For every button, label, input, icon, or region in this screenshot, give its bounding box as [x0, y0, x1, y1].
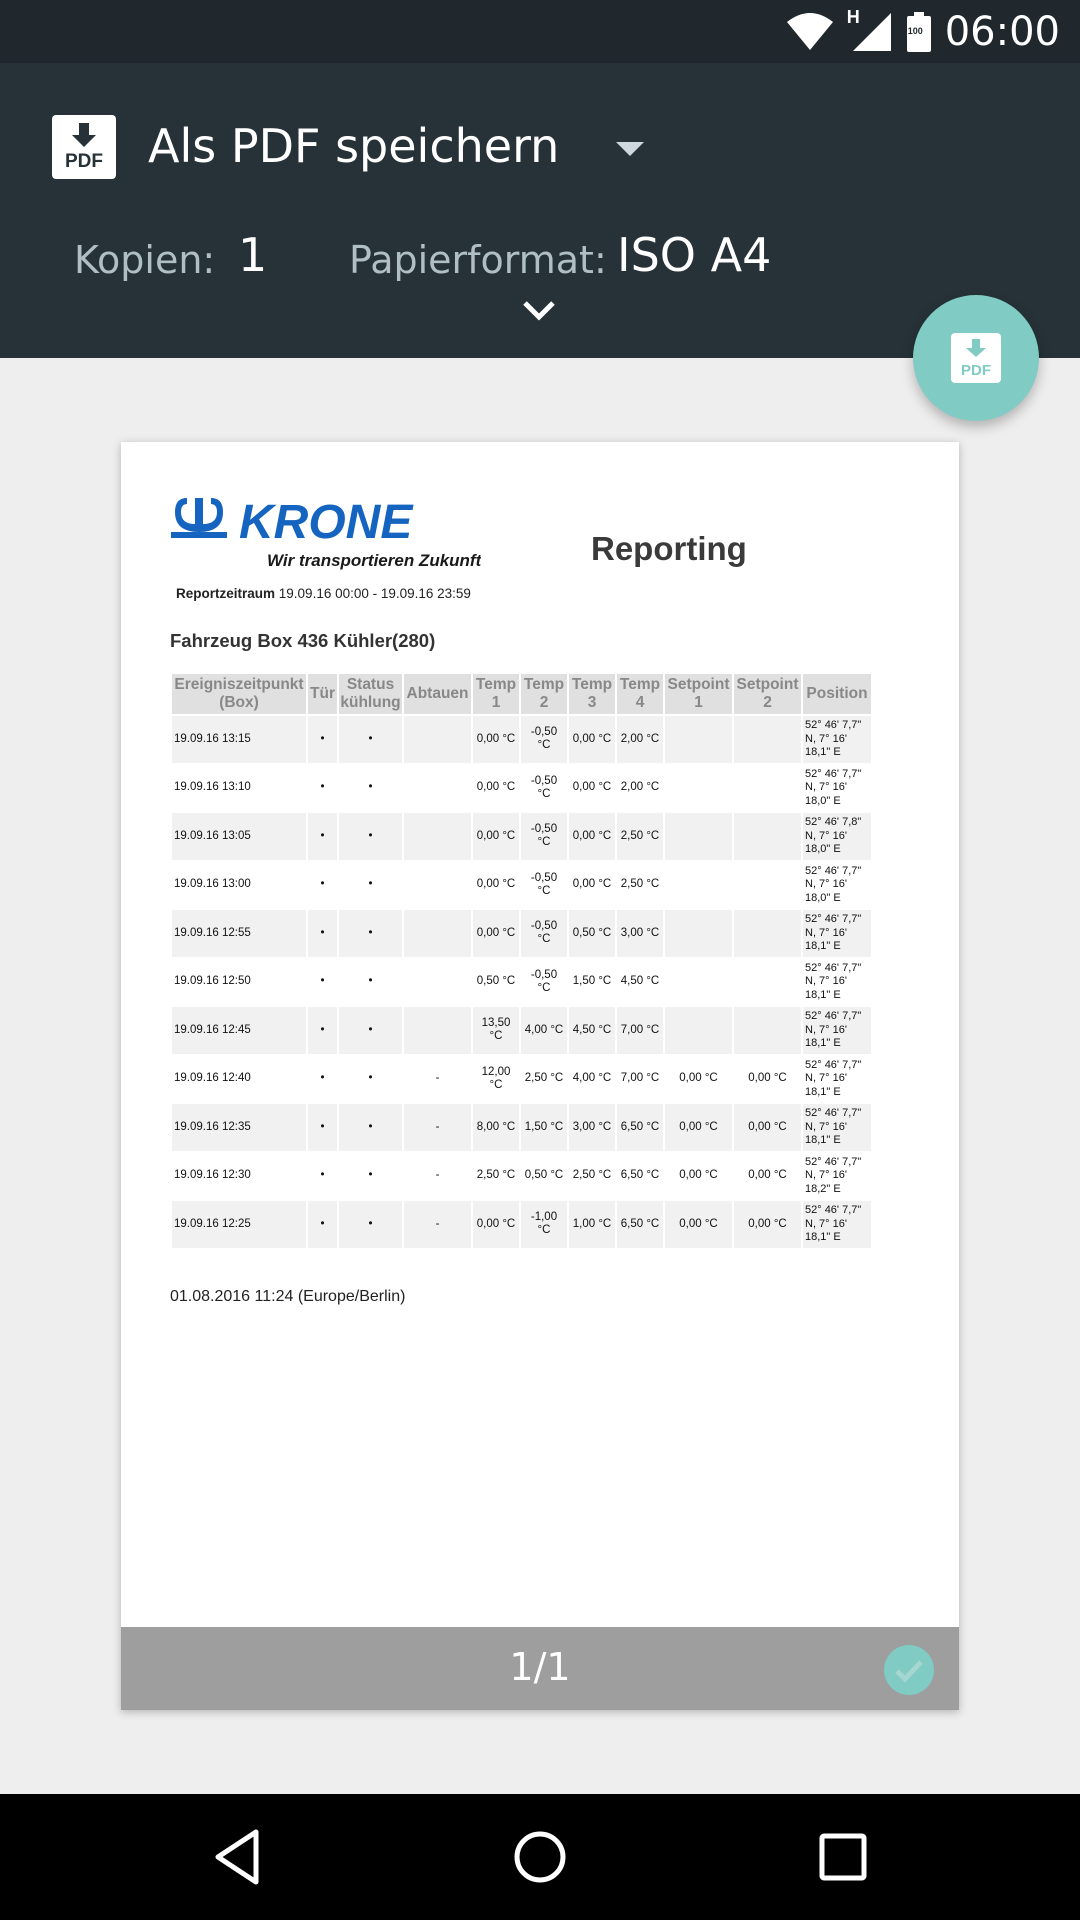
table-cell: 19.09.16 13:00	[172, 862, 306, 909]
page-footer	[121, 1627, 959, 1710]
network-type-label: H	[846, 7, 860, 27]
dropdown-arrow-icon[interactable]	[616, 142, 644, 156]
table-cell: 52° 46' 7,7" N, 7° 16' 18,1" E	[803, 1104, 871, 1151]
report-period	[176, 586, 471, 601]
table-cell: -0,50 °C	[521, 862, 567, 909]
col-header: Temp 4	[617, 674, 663, 714]
table-cell: 0,00 °C	[734, 1153, 801, 1200]
table-cell: 0,00 °C	[473, 1201, 519, 1248]
col-header: Temp 1	[473, 674, 519, 714]
table-cell: •	[339, 1201, 402, 1248]
table-cell: •	[308, 813, 337, 860]
table-cell: •	[339, 959, 402, 1006]
table-cell: 19.09.16 13:10	[172, 765, 306, 812]
table-cell: •	[339, 1056, 402, 1103]
svg-text:Wir transportieren Zukunft: Wir transportieren Zukunft	[267, 551, 481, 570]
table-cell: -0,50 °C	[521, 813, 567, 860]
paper-size-label: Papierformat:	[349, 238, 607, 282]
table-cell: 2,50 °C	[569, 1153, 615, 1200]
table-cell: -0,50 °C	[521, 716, 567, 763]
table-cell: 2,50 °C	[521, 1056, 567, 1103]
table-cell: •	[308, 765, 337, 812]
wifi-icon	[785, 12, 835, 52]
table-row	[172, 910, 871, 957]
table-cell: 0,00 °C	[473, 910, 519, 957]
svg-text:KRONE: KRONE	[239, 496, 413, 549]
table-cell: 0,00 °C	[473, 862, 519, 909]
table-cell: 12,00 °C	[473, 1056, 519, 1103]
table-cell: •	[339, 716, 402, 763]
battery-icon	[907, 12, 931, 52]
table-cell: -	[404, 1056, 471, 1103]
table-row	[172, 813, 871, 860]
table-cell: 19.09.16 13:05	[172, 813, 306, 860]
col-header: Abtauen	[404, 674, 471, 714]
table-cell	[665, 716, 732, 763]
back-triangle-icon[interactable]	[206, 1824, 272, 1890]
table-cell: 0,50 °C	[473, 959, 519, 1006]
vehicle-title: Fahrzeug Box 436 Kühler(280)	[170, 630, 436, 651]
col-header: Ereigniszeitpunkt (Box)	[172, 674, 306, 714]
save-pdf-button[interactable]	[913, 295, 1039, 421]
table-cell: •	[339, 862, 402, 909]
table-cell: 52° 46' 7,7" N, 7° 16' 18,1" E	[803, 1201, 871, 1248]
table-cell: 0,00 °C	[665, 1104, 732, 1151]
table-cell: •	[308, 862, 337, 909]
table-cell	[404, 765, 471, 812]
report-period-value: 19.09.16 00:00 - 19.09.16 23:59	[278, 586, 471, 601]
svg-text:PDF: PDF	[961, 362, 991, 379]
table-cell	[734, 1007, 801, 1054]
table-cell: 0,50 °C	[521, 1153, 567, 1200]
table-cell: 52° 46' 7,7" N, 7° 16' 18,1" E	[803, 716, 871, 763]
table-cell: 0,00 °C	[665, 1201, 732, 1248]
table-row	[172, 765, 871, 812]
printer-selector[interactable]: Als PDF speichern	[148, 119, 560, 173]
table-cell: 19.09.16 12:30	[172, 1153, 306, 1200]
table-row	[172, 716, 871, 763]
table-cell	[404, 813, 471, 860]
table-cell: •	[339, 1153, 402, 1200]
table-cell: 0,00 °C	[569, 813, 615, 860]
table-row	[172, 1201, 871, 1248]
table-header-row	[172, 674, 871, 714]
page-preview[interactable]	[121, 442, 959, 1710]
copies-input[interactable]: 1	[238, 228, 268, 282]
table-row	[172, 1153, 871, 1200]
report-period-label: Reportzeitraum	[176, 586, 276, 601]
table-cell: 52° 46' 7,8" N, 7° 16' 18,0" E	[803, 813, 871, 860]
table-cell: 0,00 °C	[734, 1201, 801, 1248]
table-cell: -	[404, 1201, 471, 1248]
table-cell: 0,00 °C	[473, 765, 519, 812]
table-cell: 52° 46' 7,7" N, 7° 16' 18,2" E	[803, 1153, 871, 1200]
table-cell: 52° 46' 7,7" N, 7° 16' 18,1" E	[803, 1007, 871, 1054]
table-cell: 6,50 °C	[617, 1104, 663, 1151]
pdf-icon	[52, 115, 116, 179]
table-row	[172, 1104, 871, 1151]
table-cell	[665, 1007, 732, 1054]
table-cell: 13,50 °C	[473, 1007, 519, 1054]
table-cell	[734, 959, 801, 1006]
table-cell: -0,50 °C	[521, 959, 567, 1006]
table-cell: 4,00 °C	[521, 1007, 567, 1054]
table-cell: 19.09.16 12:55	[172, 910, 306, 957]
table-cell: 1,00 °C	[569, 1201, 615, 1248]
table-cell: 19.09.16 12:35	[172, 1104, 306, 1151]
table-cell	[665, 959, 732, 1006]
table-cell: •	[308, 910, 337, 957]
table-cell	[404, 716, 471, 763]
table-cell	[404, 1007, 471, 1054]
table-cell: 1,50 °C	[569, 959, 615, 1006]
table-cell	[734, 813, 801, 860]
table-cell: 52° 46' 7,7" N, 7° 16' 18,0" E	[803, 862, 871, 909]
table-cell: 0,00 °C	[569, 862, 615, 909]
table-cell	[404, 910, 471, 957]
table-cell: 0,50 °C	[569, 910, 615, 957]
table-cell: •	[308, 959, 337, 1006]
table-cell: 0,00 °C	[734, 1056, 801, 1103]
table-cell: •	[308, 1153, 337, 1200]
col-header: Setpoint 2	[734, 674, 801, 714]
table-cell	[734, 716, 801, 763]
col-header: Setpoint 1	[665, 674, 732, 714]
table-cell: •	[308, 1201, 337, 1248]
table-cell: 0,00 °C	[665, 1056, 732, 1103]
table-cell: •	[308, 1104, 337, 1151]
table-cell: 2,50 °C	[473, 1153, 519, 1200]
table-cell: -1,00 °C	[521, 1201, 567, 1248]
table-cell: 6,50 °C	[617, 1201, 663, 1248]
navigation-bar	[0, 1794, 1080, 1920]
col-header: Position	[803, 674, 871, 714]
table-cell: 2,50 °C	[617, 862, 663, 909]
table-cell: 2,00 °C	[617, 765, 663, 812]
krone-logo	[171, 494, 481, 574]
table-cell: 19.09.16 12:25	[172, 1201, 306, 1248]
table-cell: 6,50 °C	[617, 1153, 663, 1200]
table-cell: 0,00 °C	[665, 1153, 732, 1200]
cell-signal-icon	[846, 7, 893, 53]
table-cell: 19.09.16 12:50	[172, 959, 306, 1006]
col-header: Status kühlung	[339, 674, 402, 714]
table-cell: 8,00 °C	[473, 1104, 519, 1151]
table-cell: 4,00 °C	[569, 1056, 615, 1103]
report-table	[170, 672, 873, 1250]
check-circle-icon[interactable]	[884, 1645, 934, 1695]
generated-timestamp: 01.08.2016 11:24 (Europe/Berlin)	[170, 1288, 406, 1305]
table-cell	[665, 910, 732, 957]
table-cell	[404, 959, 471, 1006]
table-cell: 19.09.16 12:40	[172, 1056, 306, 1103]
recents-square-icon[interactable]	[810, 1824, 876, 1890]
status-bar	[0, 0, 1080, 63]
home-circle-icon[interactable]	[507, 1824, 573, 1890]
table-cell	[665, 813, 732, 860]
table-cell: 52° 46' 7,7" N, 7° 16' 18,1" E	[803, 910, 871, 957]
table-cell: 4,50 °C	[569, 1007, 615, 1054]
table-row	[172, 1007, 871, 1054]
paper-size-select[interactable]: ISO A4	[617, 228, 772, 282]
table-cell: 0,00 °C	[569, 716, 615, 763]
table-row	[172, 862, 871, 909]
table-cell: 2,00 °C	[617, 716, 663, 763]
table-cell	[734, 862, 801, 909]
table-cell: 7,00 °C	[617, 1056, 663, 1103]
table-row	[172, 1056, 871, 1103]
table-cell: •	[339, 765, 402, 812]
table-cell: -	[404, 1153, 471, 1200]
table-cell: 0,00 °C	[473, 716, 519, 763]
table-cell: 19.09.16 12:45	[172, 1007, 306, 1054]
col-header: Temp 2	[521, 674, 567, 714]
table-cell: 52° 46' 7,7" N, 7° 16' 18,1" E	[803, 1056, 871, 1103]
table-cell	[665, 862, 732, 909]
table-cell: •	[308, 1056, 337, 1103]
battery-level: 100	[907, 26, 923, 36]
print-options-bar	[0, 63, 1080, 358]
chevron-down-icon[interactable]	[521, 297, 557, 325]
table-cell: 52° 46' 7,7" N, 7° 16' 18,1" E	[803, 959, 871, 1006]
copies-label: Kopien:	[74, 238, 216, 282]
table-cell: •	[339, 1007, 402, 1054]
table-cell: •	[339, 1104, 402, 1151]
table-cell	[734, 765, 801, 812]
table-cell	[734, 910, 801, 957]
table-cell: 7,00 °C	[617, 1007, 663, 1054]
table-cell: 1,50 °C	[521, 1104, 567, 1151]
table-row	[172, 959, 871, 1006]
table-cell: •	[339, 910, 402, 957]
table-cell: -0,50 °C	[521, 910, 567, 957]
table-cell: 4,50 °C	[617, 959, 663, 1006]
table-cell: 2,50 °C	[617, 813, 663, 860]
table-cell	[404, 862, 471, 909]
table-cell: 0,00 °C	[734, 1104, 801, 1151]
table-cell: 0,00 °C	[473, 813, 519, 860]
col-header: Temp 3	[569, 674, 615, 714]
report-title: Reporting	[591, 530, 747, 567]
table-cell: -	[404, 1104, 471, 1151]
table-cell: 19.09.16 13:15	[172, 716, 306, 763]
clock: 06:00	[944, 9, 1060, 55]
table-cell: 3,00 °C	[569, 1104, 615, 1151]
table-cell: •	[308, 716, 337, 763]
table-cell: 3,00 °C	[617, 910, 663, 957]
table-cell	[665, 765, 732, 812]
table-cell: -0,50 °C	[521, 765, 567, 812]
svg-text:PDF: PDF	[65, 151, 103, 172]
table-cell: 52° 46' 7,7" N, 7° 16' 18,0" E	[803, 765, 871, 812]
table-cell: •	[339, 813, 402, 860]
col-header: Tür	[308, 674, 337, 714]
page-indicator: 1/1	[509, 1645, 571, 1689]
table-cell: •	[308, 1007, 337, 1054]
table-cell: 0,00 °C	[569, 765, 615, 812]
pdf-download-icon	[951, 333, 1001, 383]
